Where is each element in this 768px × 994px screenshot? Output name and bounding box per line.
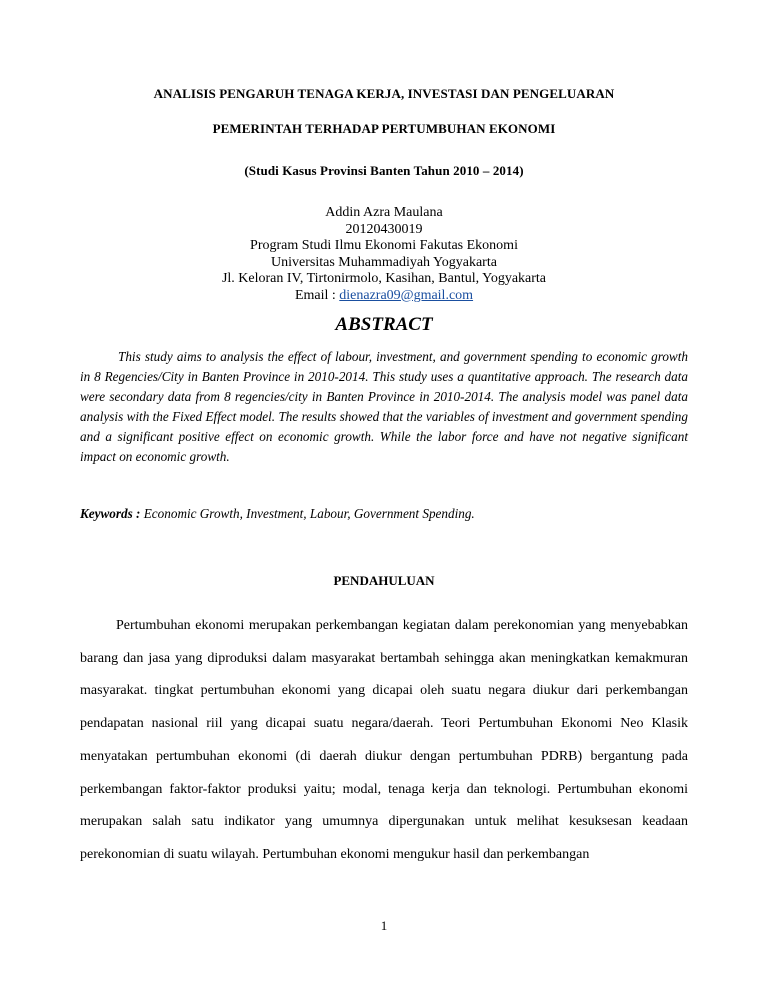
email-link[interactable]: dienazra09@gmail.com [339,287,474,303]
keywords-line [80,506,688,522]
intro-paragraph: Pertumbuhan ekonomi merupakan perkembangan kegiatan dalam perekonomian yang menyebabkan barang dan jasa yang diproduksi dalam masyarakat bertambah sehingga akan meningkatkan kemakmuran masyarakat. tingkat pertumbuhan ekonomi yang dicapai oleh suatu negara diukur dari perkembangan pendapatan nasional riil yang dicapai suatu negara/daerah. Teori Pertumbuhan Ekonomi Neo Klasik menyatakan pertumbuhan ekonomi (di daerah diukur dengan pertumbuhan PDRB) bergantung pada perkembangan faktor-faktor produksi yaitu; modal, tenaga kerja dan teknologi. Pertumbuhan ekonomi merupakan salah satu indikator yang umumnya dipergunakan untuk melihat kesuksesan keadaan perekonomian di suatu wilayah. Pertumbuhan ekonomi mengukur hasil dan perkembangan [80,618,688,862]
email-label: Email : [294,287,340,303]
author-address: Jl. Keloran IV, Tirtonirmolo, Kasihan, Bantul, Yogyakarta [221,271,547,286]
paper-title-line-2: PEMERINTAH TERHADAP PERTUMBUHAN EKONOMI [212,121,556,136]
page-number: 1 [380,918,388,933]
paper-title-line-1: ANALISIS PENGARUH TENAGA KERJA, INVESTASI DAN PENGELUARAN [153,86,615,101]
abstract-text: This study aims to analysis the effect of labour, investment, and government spending to economic growth in 8 Regencies/City in Banten Province in 2010-2014. This study uses a quantitative approach. The research data were secondary data from 8 regencies/city in Banten Province in 2010-2014. The analysis model was panel data analysis with the Fixed Effect model. The results showed that the variables of investment and government spending and a significant positive effect on economic growth. While the labor force and have not negative significant impact on economic growth. [80,349,688,464]
section-heading-pendahuluan: PENDAHULUAN [333,573,435,588]
email-line [0,288,768,305]
study-program: Program Studi Ilmu Ekonomi Fakutas Ekonomi [250,238,518,253]
keywords-text: Economic Growth, Investment, Labour, Government Spending. [140,506,475,521]
paper-subtitle: (Studi Kasus Provinsi Banten Tahun 2010 – 2014) [244,163,524,178]
student-id: 20120430019 [345,221,423,237]
university-name: Universitas Muhammadiyah Yogyakarta [271,254,497,270]
author-name: Addin Azra Maulana [325,205,443,220]
keywords-label: Keywords : [80,506,141,521]
abstract-heading: ABSTRACT [335,314,433,335]
author-block [0,205,768,304]
